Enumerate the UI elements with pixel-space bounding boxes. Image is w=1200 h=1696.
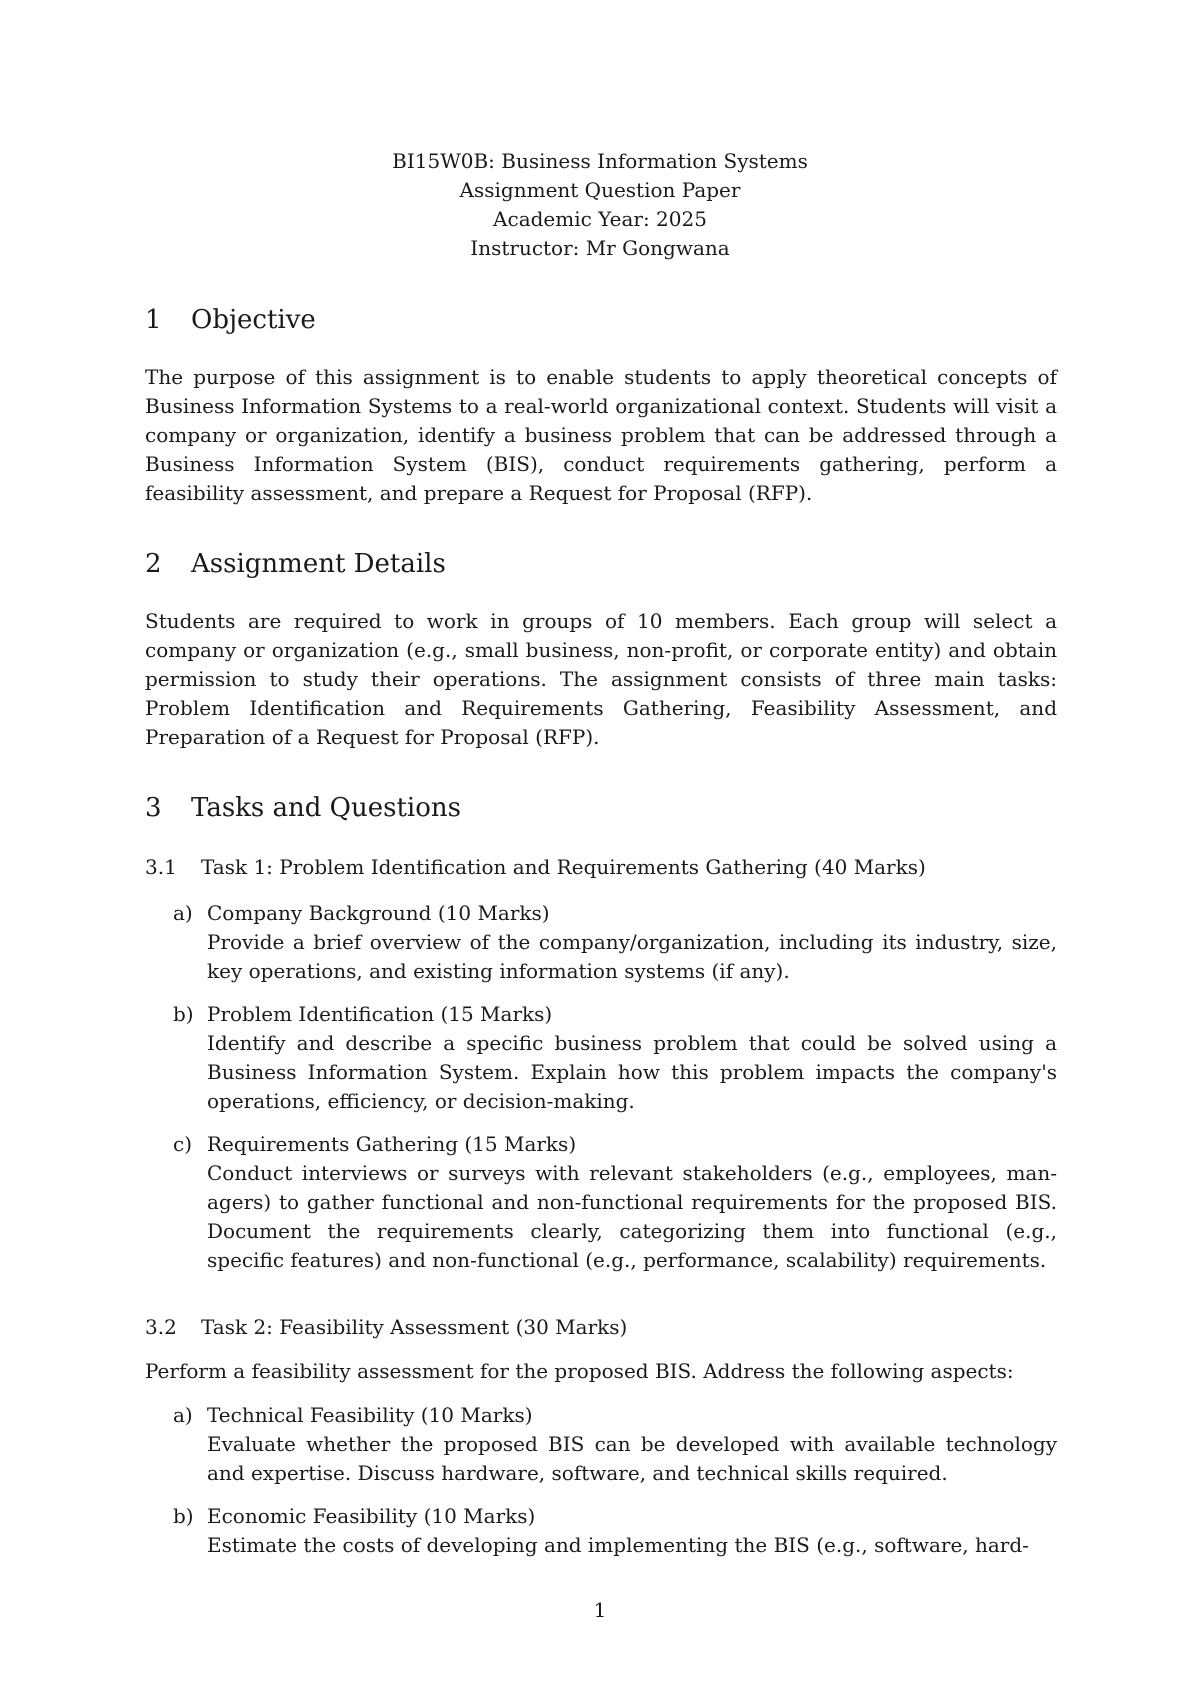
section-heading-objective: [145, 305, 316, 335]
subsection-number: 3.2: [145, 1315, 177, 1339]
item-label: b): [173, 1504, 194, 1528]
subsection-title: Task 2: Feasibility Assessment (30 Marks): [201, 1315, 628, 1339]
item-label: a): [173, 1403, 193, 1427]
page-number: 1: [593, 1598, 607, 1622]
item-label: a): [173, 901, 193, 925]
item-label: c): [173, 1132, 193, 1156]
subsection-number: 3.1: [145, 855, 177, 879]
task2-intro: Perform a feasibility assessment for the proposed BIS. Address the following aspects:: [145, 1359, 1014, 1383]
item-heading: Technical Feasibility (10 Marks): [207, 1403, 533, 1427]
academic-year: Academic Year: 2025: [493, 207, 707, 231]
section-heading-tasks: [145, 793, 461, 823]
section-number: 1: [145, 305, 162, 335]
item-text: Identify and describe a specific business problem that could be solved using a Business Information System. Explain how this problem impacts the company's operations, efficiency, or decision-making.: [207, 1031, 1057, 1113]
section-number: 2: [145, 549, 162, 579]
item-text: Conduct interviews or surveys with relevant stakeholders (e.g., employees, managers) to gather functional and non-functional requirements for the proposed BIS. Document the requirements clearly, categorizing them into functional (e.g., specific features) and non-functional (e.g., performance, scalability) requirements.: [207, 1161, 1057, 1272]
item-heading: Problem Identification (15 Marks): [207, 1002, 553, 1026]
section-title: Tasks and Questions: [191, 793, 461, 823]
item-heading: Requirements Gathering (15 Marks): [207, 1132, 577, 1156]
item-heading: Company Background (10 Marks): [207, 901, 550, 925]
item-label: b): [173, 1002, 194, 1026]
document-type: Assignment Question Paper: [459, 178, 741, 202]
subsection-heading-task2: [145, 1315, 627, 1339]
item-text: Evaluate whether the proposed BIS can be developed with available technology and expertise. Discuss hardware, software, and technical skills required.: [207, 1432, 1057, 1485]
subsection-heading-task1: [145, 855, 926, 879]
details-paragraph: Students are required to work in groups of 10 members. Each group will select a company or organization (e.g., small business, non-profit, or corporate entity) and obtain permission to study their operations. The assignment consists of three main tasks: Problem Identification and Requirements Gathering, Feasibility Assessment, and Preparation of a Request for Proposal (RFP).: [145, 609, 1057, 749]
section-title: Assignment Details: [191, 549, 446, 579]
section-title: Objective: [191, 305, 316, 335]
item-text: Estimate the costs of developing and implementing the BIS (e.g., software, hard-: [207, 1533, 1029, 1557]
item-heading: Economic Feasibility (10 Marks): [207, 1504, 536, 1528]
section-number: 3: [145, 793, 162, 823]
item-text: Provide a brief overview of the company/organization, including its industry, size, key operations, and existing information systems (if any).: [207, 930, 1057, 983]
objective-paragraph: The purpose of this assignment is to enable students to apply theoretical concepts of Business Information Systems to a real-world organizational context. Students will visit a company or organization, identify a business problem that can be addressed through a Business Information System (BIS), conduct requirements gathering, perform a feasibility assessment, and prepare a Request for Proposal (RFP).: [145, 365, 1057, 505]
instructor: Instructor: Mr Gongwana: [470, 236, 730, 260]
title-block: [0, 147, 1200, 263]
course-title: BI15W0B: Business Information Systems: [392, 149, 808, 173]
subsection-title: Task 1: Problem Identification and Requirements Gathering (40 Marks): [201, 855, 926, 879]
section-heading-details: [145, 549, 446, 579]
